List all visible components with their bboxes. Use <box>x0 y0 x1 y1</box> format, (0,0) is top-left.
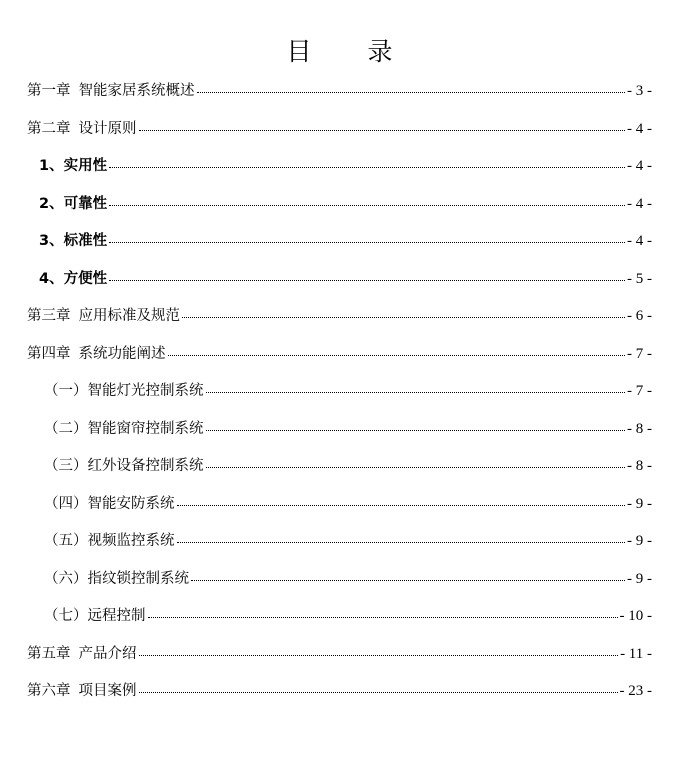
toc-entry-page: - 5 - <box>627 270 652 287</box>
toc-entry-label <box>39 223 107 261</box>
toc-entry[interactable] <box>0 411 679 449</box>
toc-entry[interactable] <box>0 148 679 186</box>
toc-entry-text: 方便性 <box>63 270 108 287</box>
dot-leader <box>139 654 619 656</box>
toc-entry-number: （六） <box>44 570 88 587</box>
toc-entry-label <box>27 298 180 336</box>
toc-entry-number: （一） <box>44 383 88 399</box>
toc-entry-number: 第六章 <box>27 683 71 699</box>
toc-entry-number: （四） <box>44 495 88 512</box>
toc-entry[interactable] <box>0 673 679 711</box>
toc-entry-text: 项目案例 <box>78 683 137 699</box>
toc-entry-label <box>44 598 146 636</box>
toc-entry-label <box>44 486 175 524</box>
toc-entry-page: - 7 - <box>627 383 652 399</box>
toc-entry-page: - 9 - <box>627 570 652 587</box>
toc-entry[interactable] <box>0 598 679 636</box>
dot-leader <box>109 279 625 281</box>
toc-entry-number: 2、 <box>39 195 64 212</box>
dot-leader <box>168 354 626 356</box>
dot-leader <box>139 691 618 693</box>
toc-entry-number: （二） <box>44 420 88 437</box>
toc-entry-page: - 8 - <box>627 458 652 474</box>
toc-entry-page: - 4 - <box>627 158 652 174</box>
toc-entry-number: 第一章 <box>27 83 71 99</box>
dot-leader <box>177 504 626 506</box>
toc-entry-text: 远程控制 <box>87 608 146 624</box>
toc-entry-label <box>44 373 204 411</box>
toc-entry-page: - 23 - <box>619 683 652 699</box>
toc-entry-number: 第二章 <box>27 120 71 137</box>
toc-entry-text: 可靠性 <box>63 195 108 212</box>
toc-entry[interactable] <box>0 223 679 261</box>
dot-leader <box>139 129 626 131</box>
toc-entry-text: 设计原则 <box>78 120 137 137</box>
toc-entry-page: - 9 - <box>627 495 652 512</box>
toc-entry[interactable] <box>0 73 679 111</box>
toc-entry-label <box>27 336 166 374</box>
toc-entry-page: - 9 - <box>627 533 652 549</box>
toc-entry-label <box>27 111 137 149</box>
toc-entry-text: 应用标准及规范 <box>78 308 180 324</box>
toc-entry-text: 智能窗帘控制系统 <box>87 420 204 437</box>
toc-entry-number: 第五章 <box>27 645 71 662</box>
toc-entry-label <box>44 561 189 599</box>
toc-entry-text: 视频监控系统 <box>87 533 175 549</box>
toc-entry-text: 指纹锁控制系统 <box>87 570 189 587</box>
toc-entry[interactable] <box>0 523 679 561</box>
toc-entry-number: 3、 <box>39 233 64 249</box>
dot-leader <box>109 204 625 206</box>
toc-entry-page: - 6 - <box>627 308 652 324</box>
toc-entry-number: （五） <box>44 533 88 549</box>
toc-entry[interactable] <box>0 486 679 524</box>
toc-list <box>0 73 679 711</box>
toc-entry[interactable] <box>0 186 679 224</box>
dot-leader <box>109 166 625 168</box>
toc-entry[interactable] <box>0 298 679 336</box>
toc-entry-number: 第三章 <box>27 308 71 324</box>
dot-leader <box>148 616 618 618</box>
dot-leader <box>206 466 626 468</box>
dot-leader <box>182 316 625 318</box>
toc-entry-label <box>39 148 107 186</box>
toc-entry-label <box>39 261 107 299</box>
page-title: 目 录 <box>286 37 417 66</box>
toc-entry-number: 1、 <box>39 158 64 174</box>
toc-entry-page: - 10 - <box>619 608 652 624</box>
toc-entry-label <box>44 411 204 449</box>
toc-entry-text: 系统功能阐述 <box>78 345 166 362</box>
toc-entry-text: 智能家居系统概述 <box>78 83 195 99</box>
toc-entry[interactable] <box>0 561 679 599</box>
toc-entry-label <box>44 523 175 561</box>
toc-entry-page: - 4 - <box>627 233 652 249</box>
toc-entry-text: 产品介绍 <box>78 645 137 662</box>
toc-entry-label <box>27 73 195 111</box>
toc-entry-text: 标准性 <box>63 233 108 249</box>
toc-entry-page: - 7 - <box>627 345 652 362</box>
toc-entry-number: 第四章 <box>27 345 71 362</box>
dot-leader <box>177 541 626 543</box>
toc-entry-page: - 11 - <box>620 645 652 662</box>
toc-entry-text: 红外设备控制系统 <box>87 458 204 474</box>
dot-leader <box>109 241 625 243</box>
toc-entry[interactable] <box>0 448 679 486</box>
toc-entry-label <box>39 186 107 224</box>
toc-entry[interactable] <box>0 111 679 149</box>
toc-entry-label <box>44 448 204 486</box>
toc-entry[interactable] <box>0 261 679 299</box>
toc-entry-label <box>27 636 137 674</box>
toc-entry-text: 智能安防系统 <box>87 495 175 512</box>
toc-entry-text: 智能灯光控制系统 <box>87 383 204 399</box>
toc-entry-page: - 4 - <box>627 120 652 137</box>
toc-entry-page: - 8 - <box>627 420 652 437</box>
dot-leader <box>191 579 625 581</box>
toc-entry-page: - 3 - <box>627 83 652 99</box>
dot-leader <box>197 91 626 93</box>
toc-entry-text: 实用性 <box>63 158 108 174</box>
toc-entry-page: - 4 - <box>627 195 652 212</box>
toc-entry[interactable] <box>0 336 679 374</box>
toc-entry-number: 4、 <box>39 270 64 287</box>
toc-entry-number: （七） <box>44 608 88 624</box>
toc-entry-label <box>27 673 137 711</box>
dot-leader <box>206 429 626 431</box>
toc-entry-number: （三） <box>44 458 88 474</box>
dot-leader <box>206 391 626 393</box>
toc-entry[interactable] <box>0 373 679 411</box>
toc-entry[interactable] <box>0 636 679 674</box>
